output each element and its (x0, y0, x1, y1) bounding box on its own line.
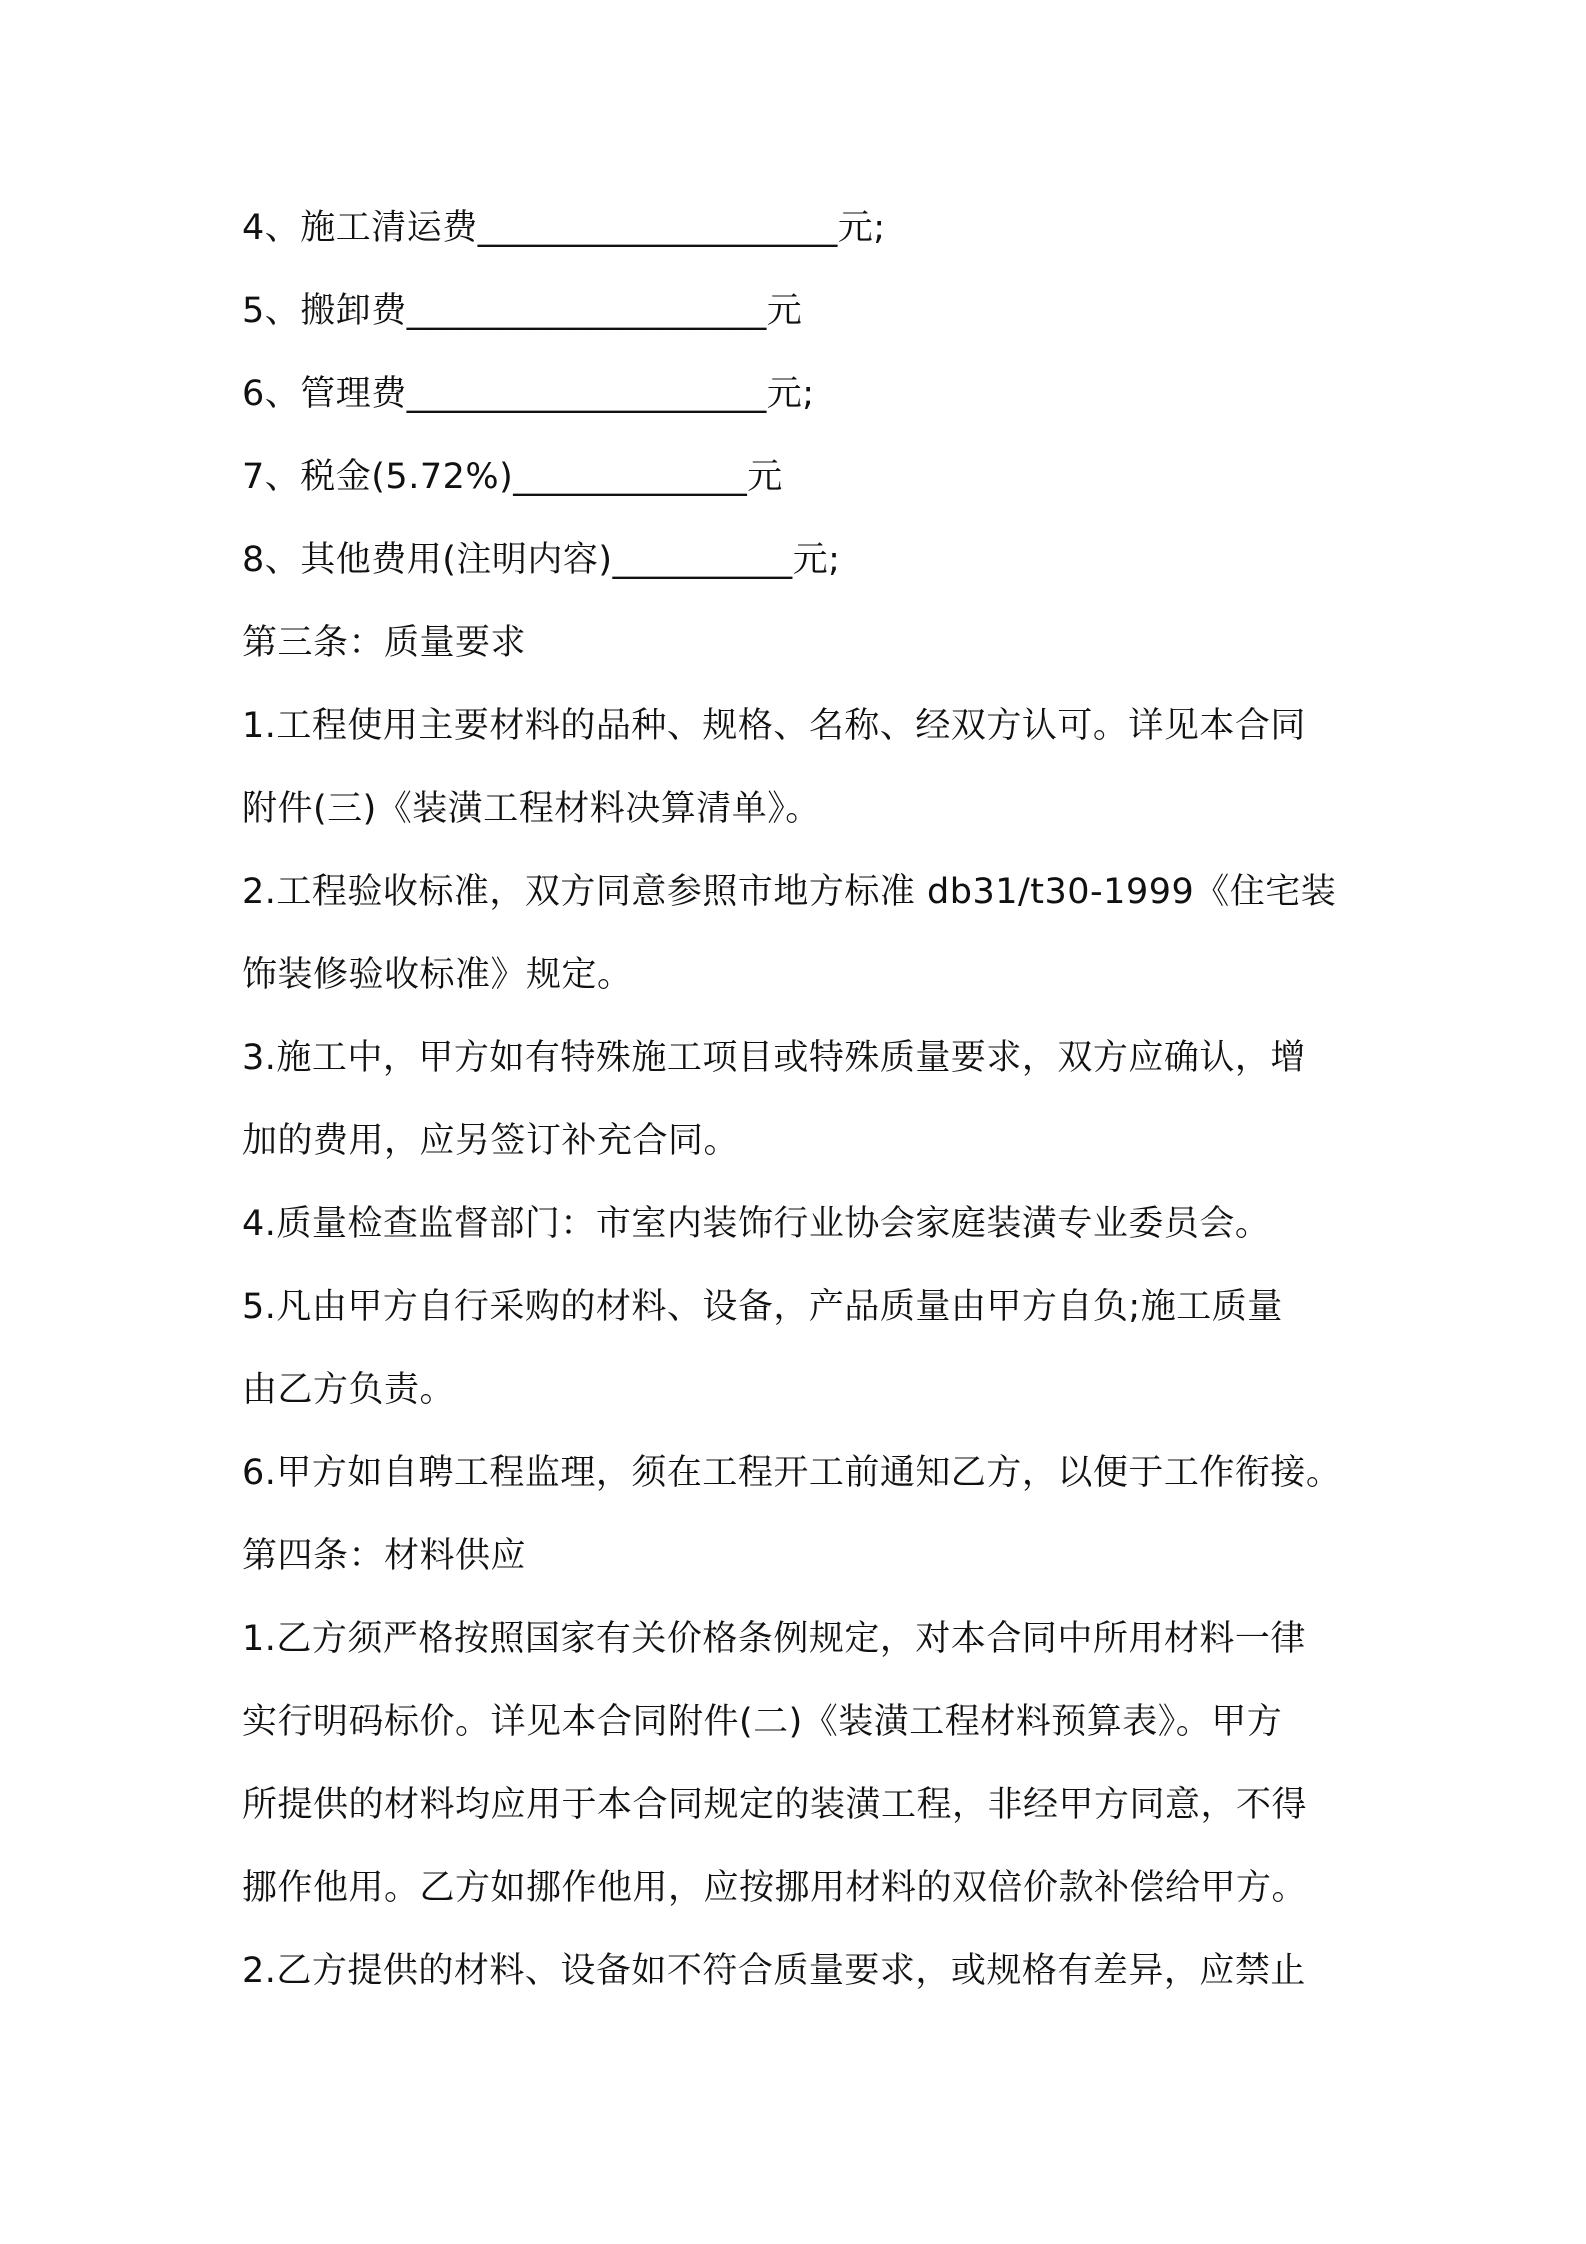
fee-item-8: 8、其他费用(注明内容)__________元; (242, 540, 841, 580)
fee-item-5: 5、搬卸费____________________元 (242, 291, 803, 331)
paragraph-line: 4.质量检查监督部门：市室内装饰行业协会家庭装潢专业委员会。 (242, 1204, 1271, 1244)
article-3-heading: 第三条：质量要求 (242, 623, 527, 663)
paragraph-line: 实行明码标价。详见本合同附件(二)《装潢工程材料预算表》。甲方 (242, 1702, 1283, 1742)
paragraph-line: 5.凡由甲方自行采购的材料、设备，产品质量由甲方自负;施工质量 (242, 1287, 1283, 1327)
paragraph-line: 加的费用，应另签订补充合同。 (242, 1121, 740, 1161)
paragraph-line: 1.乙方须严格按照国家有关价格条例规定，对本合同中所用材料一律 (242, 1619, 1306, 1659)
paragraph-line: 2.工程验收标准，双方同意参照市地方标准 db31/t30-1999《住宅装 (242, 872, 1337, 912)
fee-item-4: 4、施工清运费____________________元; (242, 208, 886, 248)
paragraph-line: 2.乙方提供的材料、设备如不符合质量要求，或规格有差异，应禁止 (242, 1951, 1306, 1991)
paragraph-line: 6.甲方如自聘工程监理，须在工程开工前通知乙方，以便于工作衔接。 (242, 1453, 1342, 1493)
paragraph-line: 饰装修验收标准》规定。 (242, 955, 633, 995)
paragraph-line: 附件(三)《装潢工程材料决算清单》。 (242, 789, 821, 829)
paragraph-line: 1.工程使用主要材料的品种、规格、名称、经双方认可。详见本合同 (242, 706, 1306, 746)
paragraph-line: 所提供的材料均应用于本合同规定的装潢工程，非经甲方同意，不得 (242, 1785, 1308, 1825)
fee-item-7: 7、税金(5.72%)_____________元 (242, 457, 783, 497)
fee-item-6: 6、管理费____________________元; (242, 374, 815, 414)
paragraph-line: 由乙方负责。 (242, 1370, 456, 1410)
paragraph-line: 挪作他用。乙方如挪作他用，应按挪用材料的双倍价款补偿给甲方。 (242, 1868, 1308, 1908)
paragraph-line: 3.施工中，甲方如有特殊施工项目或特殊质量要求，双方应确认，增 (242, 1038, 1306, 1078)
article-4-heading: 第四条：材料供应 (242, 1536, 527, 1576)
